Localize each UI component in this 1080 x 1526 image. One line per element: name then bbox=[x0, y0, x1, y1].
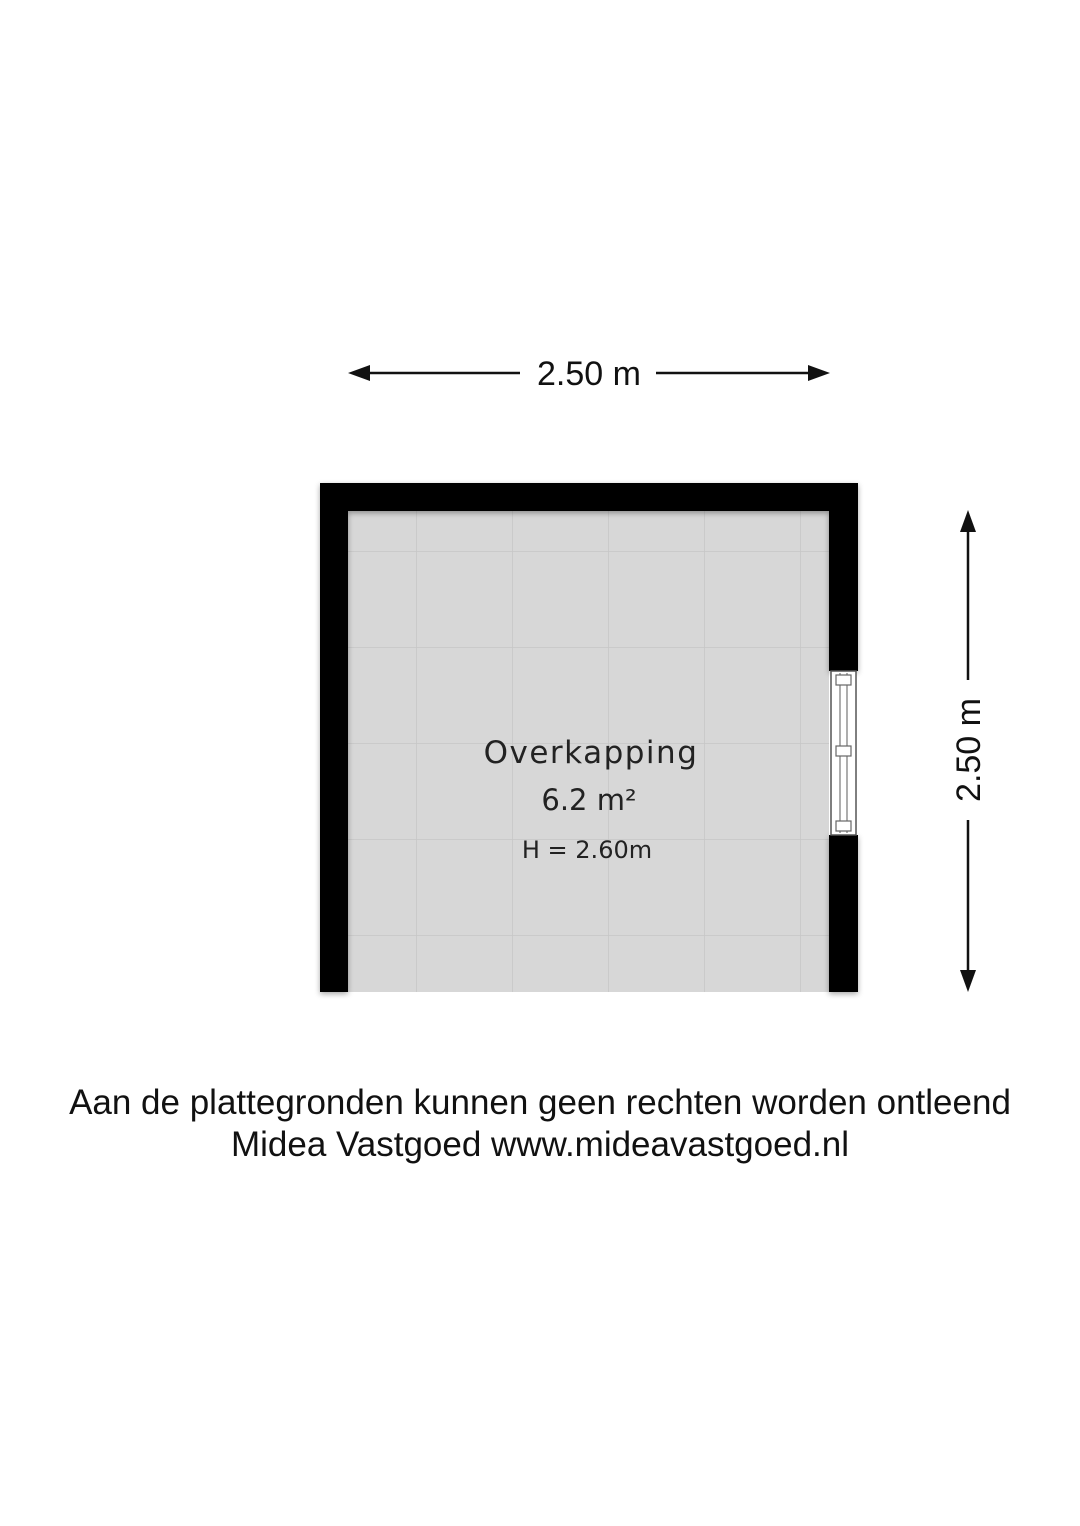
room-area: 6.2 m² bbox=[541, 783, 637, 817]
wall-right-lower bbox=[829, 835, 858, 992]
footer bbox=[0, 1082, 1080, 1166]
wall-left bbox=[320, 483, 348, 992]
wall-top bbox=[320, 483, 858, 511]
height-dimension bbox=[950, 510, 988, 992]
room-overkapping bbox=[320, 483, 858, 992]
credit-text: Midea Vastgoed www.mideavastgoed.nl bbox=[230, 1125, 850, 1164]
window bbox=[831, 671, 856, 835]
disclaimer-text: Aan de plattegronden kunnen geen rechten worden ontleend bbox=[69, 1083, 1011, 1122]
room-name: Overkapping bbox=[483, 735, 699, 771]
height-arrow-bottom-icon bbox=[960, 970, 976, 992]
room-height: H = 2.60m bbox=[521, 836, 653, 864]
width-arrow-left-icon bbox=[348, 365, 370, 381]
width-dimension bbox=[348, 355, 830, 393]
wall-right-upper bbox=[829, 483, 858, 671]
height-arrow-top-icon bbox=[960, 510, 976, 532]
width-dimension-label: 2.50 m bbox=[537, 355, 641, 393]
height-dimension-label: 2.50 m bbox=[950, 698, 988, 802]
width-arrow-right-icon bbox=[808, 365, 830, 381]
